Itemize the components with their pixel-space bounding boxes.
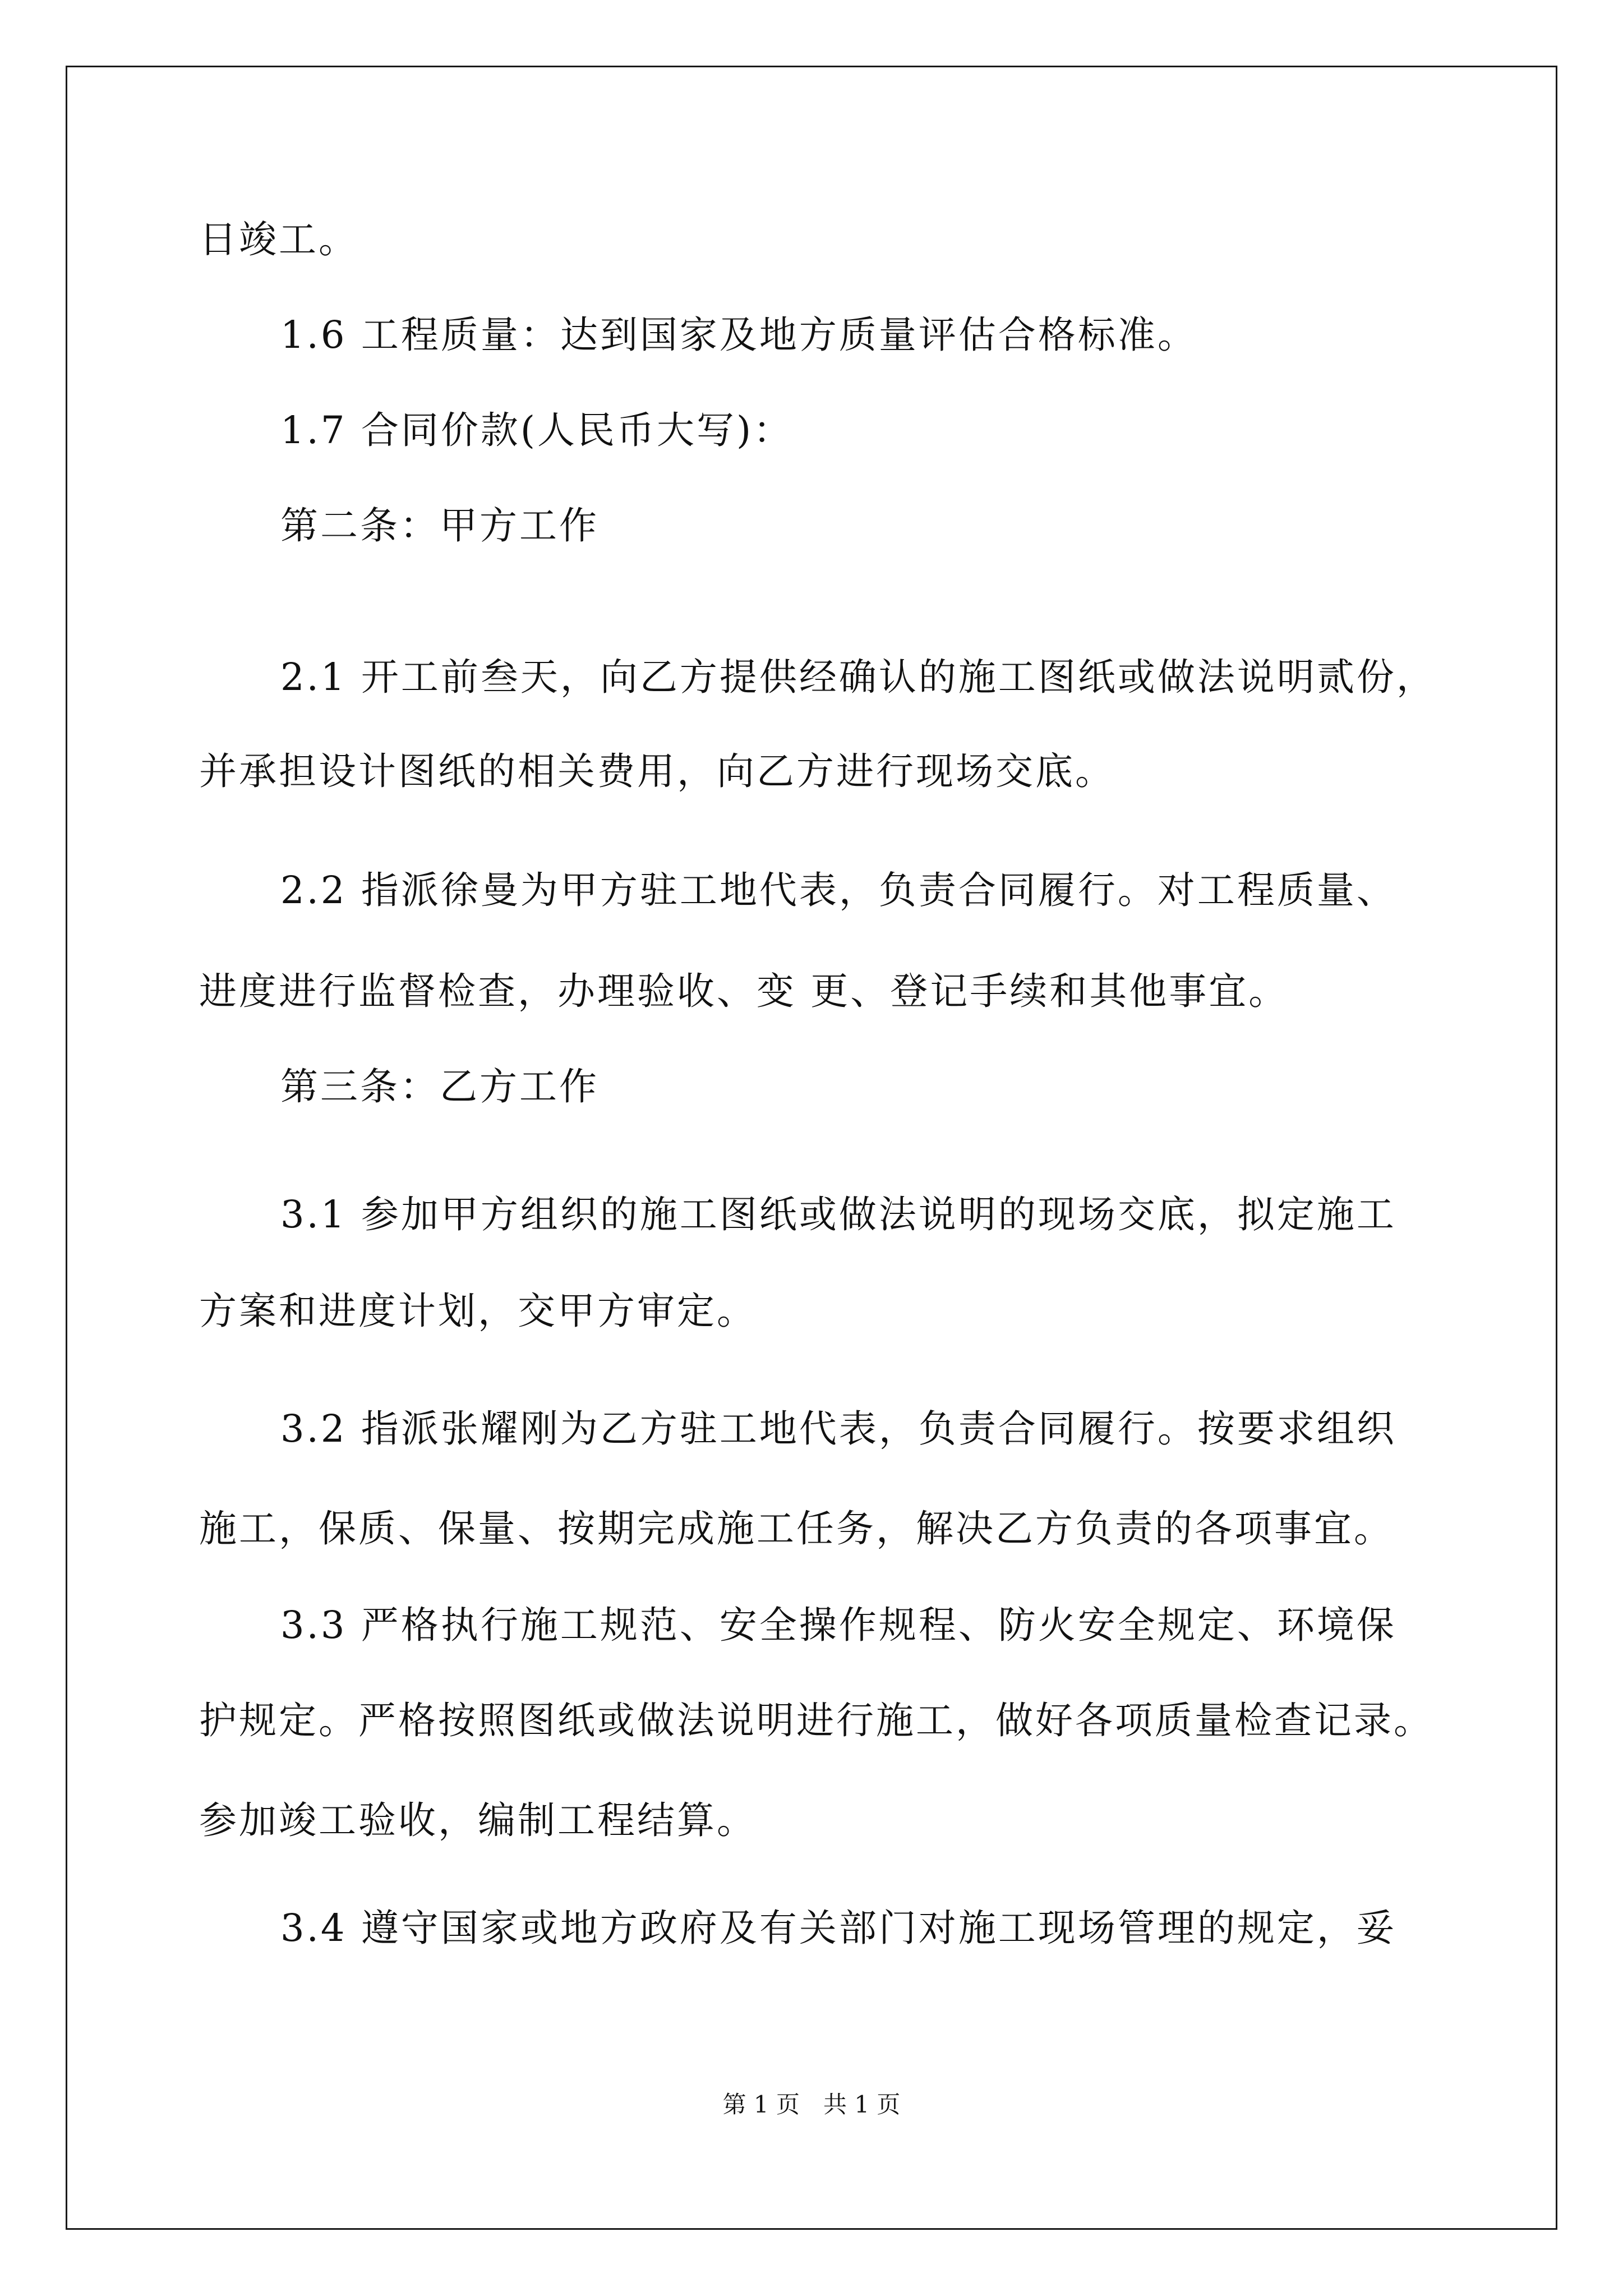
text-line: 3.3 严格执行施工规范、安全操作规程、防火安全规定、环境保 — [280, 1603, 1396, 1647]
section-heading: 第三条：乙方工作 — [280, 1065, 599, 1108]
text-line: 施工，保质、保量、按期完成施工任务，解决乙方负责的各项事宜。 — [199, 1507, 1394, 1550]
text-line: 日竣工。 — [199, 218, 358, 261]
text-line: 进度进行监督检查，办理验收、变 更、登记手续和其他事宜。 — [199, 969, 1289, 1013]
text-line: 2.2 指派徐曼为甲方驻工地代表，负责合同履行。对工程质量、 — [280, 868, 1396, 912]
text-line: 3.1 参加甲方组织的施工图纸或做法说明的现场交底，拟定施工 — [280, 1193, 1396, 1236]
text-line: 2.1 开工前叁天，向乙方提供经确认的施工图纸或做法说明贰份， — [280, 655, 1436, 699]
text-line: 方案和进度计划，交甲方审定。 — [199, 1289, 757, 1333]
text-line: 1.6 工程质量：达到国家及地方质量评估合格标准。 — [280, 313, 1197, 357]
section-heading: 第二条：甲方工作 — [280, 504, 599, 547]
text-line: 并承担设计图纸的相关费用，向乙方进行现场交底。 — [199, 749, 1115, 793]
text-line: 参加竣工验收，编制工程结算。 — [199, 1798, 757, 1842]
page-number-footer: 第 1 页 共 1 页 — [722, 2091, 901, 2118]
text-line: 护规定。严格按照图纸或做法说明进行施工，做好各项质量检查记录。 — [199, 1699, 1433, 1742]
text-line: 3.4 遵守国家或地方政府及有关部门对施工现场管理的规定，妥 — [280, 1906, 1396, 1950]
text-line: 3.2 指派张耀刚为乙方驻工地代表，负责合同履行。按要求组织 — [280, 1407, 1396, 1451]
text-line: 1.7 合同价款(人民币大写)： — [280, 408, 794, 452]
